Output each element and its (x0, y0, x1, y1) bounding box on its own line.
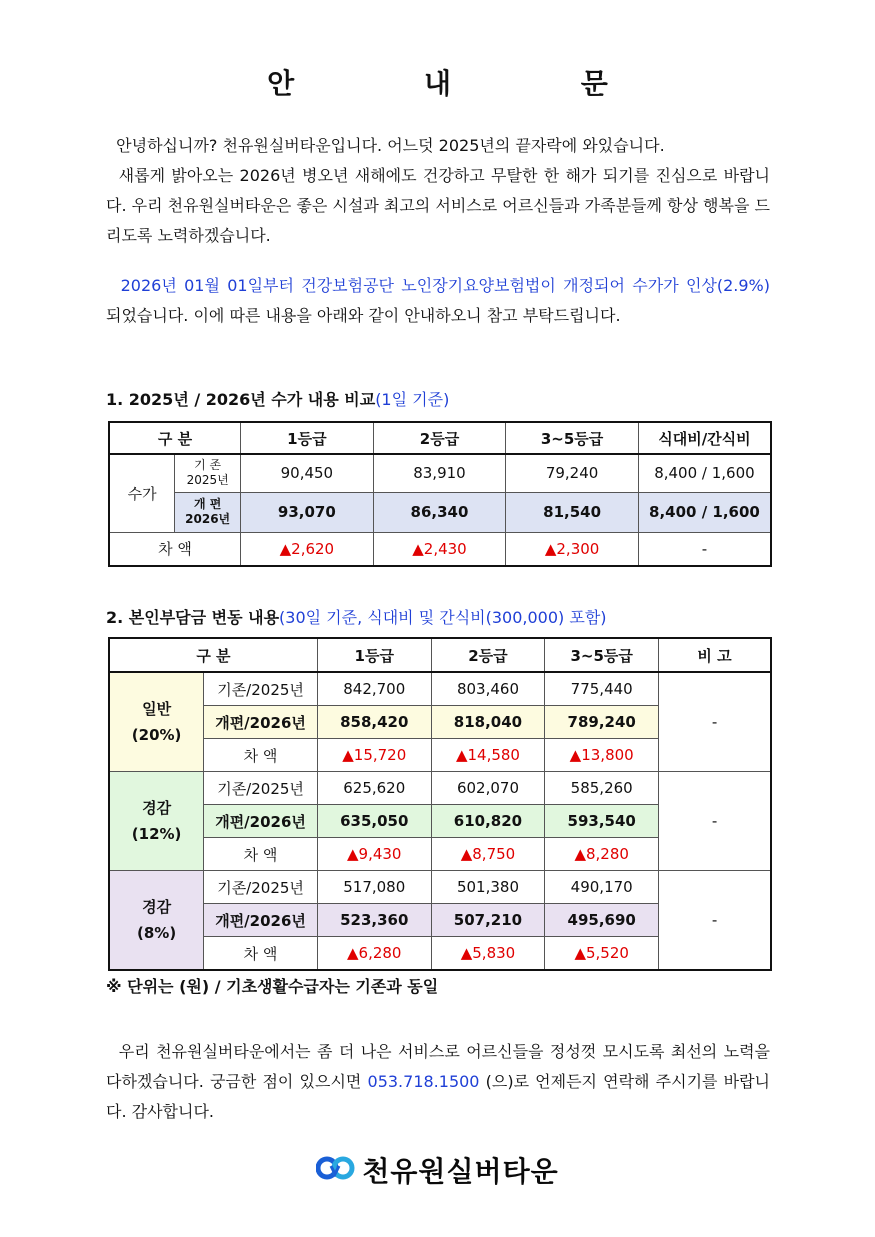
cell-value: 79,240 (506, 454, 639, 492)
row-label: 개편/2026년 (204, 904, 318, 937)
table-header-row (109, 422, 771, 454)
section2-note: (30일 기준, 식대비 및 간식비(300,000) 포함) (279, 608, 607, 627)
header-grade2: 2등급 (373, 422, 506, 454)
header-grade3-5: 3~5등급 (545, 638, 659, 672)
diff-value: ▲5,520 (545, 937, 659, 971)
table-row-diff (109, 532, 771, 566)
row-label: 차 액 (204, 937, 318, 971)
notice-rest: 되었습니다. 이에 따른 내용을 아래와 같이 안내하오니 참고 부탁드립니다. (106, 306, 621, 325)
cell-value: 83,910 (373, 454, 506, 492)
row-label: 기존/2025년 (204, 672, 318, 706)
closing-part2: (으)로 언제든지 연락해 주시기를 바랍니다. 감사합니다. (106, 1072, 770, 1121)
intro-paragraph (106, 131, 770, 251)
table-row (109, 772, 771, 805)
diff-value: ▲2,620 (241, 532, 374, 566)
cell-value: 625,620 (317, 772, 431, 805)
diff-value: ▲8,280 (545, 838, 659, 871)
cell-value: 842,700 (317, 672, 431, 706)
cell-value: 593,540 (545, 805, 659, 838)
row-label: 개편/2026년 (204, 706, 318, 739)
header-grade1: 1등급 (241, 422, 374, 454)
diff-value: ▲13,800 (545, 739, 659, 772)
cell-value: 90,450 (241, 454, 374, 492)
header-grade1: 1등급 (317, 638, 431, 672)
closing-part1: 우리 천유원실버타운에서는 좀 더 나은 서비스로 어르신들을 정성껏 모시도록 최선의 노력을 다하겠습니다. 궁금한 점이 있으시면 (106, 1042, 770, 1091)
group-label: 수가 (109, 454, 175, 532)
cell-value: 501,380 (431, 871, 545, 904)
cell-value: 517,080 (317, 871, 431, 904)
diff-value: ▲15,720 (317, 739, 431, 772)
row-label: 차 액 (204, 838, 318, 871)
row-label: 차 액 (204, 739, 318, 772)
cell-value: 523,360 (317, 904, 431, 937)
logo-text: 천유원실버타운 (362, 1155, 559, 1188)
cell-value: 585,260 (545, 772, 659, 805)
table-row (109, 871, 771, 904)
logo-mark-icon (316, 1151, 356, 1189)
cell-value: 818,040 (431, 706, 545, 739)
section1-title-text: 1. 2025년 / 2026년 수가 내용 비교 (106, 390, 376, 409)
diff-value: ▲8,750 (431, 838, 545, 871)
diff-value: ▲9,430 (317, 838, 431, 871)
cell-value: 495,690 (545, 904, 659, 937)
row-label: 기 존 2025년 (175, 454, 241, 492)
cell-value: 775,440 (545, 672, 659, 706)
intro-line1: 안녕하십니까? 천유원실버타운입니다. 어느덧 2025년의 끝자락에 와있습니다. (116, 136, 665, 155)
cell-value: 93,070 (241, 492, 374, 532)
cell-value: 490,170 (545, 871, 659, 904)
row-label: 개 편 2026년 (175, 492, 241, 532)
row-label: 개편/2026년 (204, 805, 318, 838)
group-label: 경감 (8%) (109, 871, 204, 971)
cell-value: 635,050 (317, 805, 431, 838)
header-grade2: 2등급 (431, 638, 545, 672)
cell-value: 610,820 (431, 805, 545, 838)
copay-change-table (108, 637, 772, 971)
cell-value: 8,400 / 1,600 (638, 492, 771, 532)
cell-value: 789,240 (545, 706, 659, 739)
group-label: 경감 (12%) (109, 772, 204, 871)
header-meal: 식대비/간식비 (638, 422, 771, 454)
notice-highlight: 2026년 01월 01일부터 건강보험공단 노인장기요양보험법이 개정되어 수가가 인상(2.9%) (120, 276, 770, 295)
row-label: 차 액 (109, 532, 241, 566)
diff-value: - (638, 532, 771, 566)
diff-value: ▲2,300 (506, 532, 639, 566)
section1-note: (1일 기준) (375, 390, 450, 409)
cell-value: 602,070 (431, 772, 545, 805)
unit-footnote: ※ 단위는 (원) / 기초생활수급자는 기존과 동일 (106, 977, 439, 996)
row-label: 기존/2025년 (204, 772, 318, 805)
table-header-row (109, 638, 771, 672)
header-remark: 비 고 (659, 638, 771, 672)
header-category: 구 분 (109, 422, 241, 454)
diff-value: ▲2,430 (373, 532, 506, 566)
page-title: 안 내 문 (267, 67, 668, 100)
cell-value: 858,420 (317, 706, 431, 739)
cell-value: 81,540 (506, 492, 639, 532)
cell-value: 507,210 (431, 904, 545, 937)
table-row (109, 454, 771, 492)
header-grade3-5: 3~5등급 (506, 422, 639, 454)
section2-title-text: 2. 본인부담금 변동 내용 (106, 608, 280, 627)
brand-logo (0, 1150, 875, 1190)
section1-title (106, 387, 449, 410)
fee-comparison-table (108, 421, 772, 567)
cell-value: 86,340 (373, 492, 506, 532)
notice-paragraph (106, 271, 770, 331)
header-category: 구 분 (109, 638, 317, 672)
remark-cell: - (659, 672, 771, 772)
intro-line2: 새롭게 밝아오는 2026년 병오년 새해에도 건강하고 무탈한 한 해가 되기를 진심으로 바랍니다. 우리 천유원실버타운은 좋은 시설과 최고의 서비스로 어르신들과 가족분들께 항상 행복을 드리도록 노력하겠습니다. (106, 166, 771, 245)
section2-title (106, 605, 607, 628)
diff-value: ▲14,580 (431, 739, 545, 772)
cell-value: 8,400 / 1,600 (638, 454, 771, 492)
table-row (109, 492, 771, 532)
diff-value: ▲6,280 (317, 937, 431, 971)
group-label: 일반 (20%) (109, 672, 204, 772)
remark-cell: - (659, 871, 771, 971)
remark-cell: - (659, 772, 771, 871)
row-label: 기존/2025년 (204, 871, 318, 904)
phone-number: 053.718.1500 (367, 1072, 480, 1091)
table-row (109, 672, 771, 706)
cell-value: 803,460 (431, 672, 545, 706)
closing-paragraph (106, 1037, 770, 1127)
diff-value: ▲5,830 (431, 937, 545, 971)
